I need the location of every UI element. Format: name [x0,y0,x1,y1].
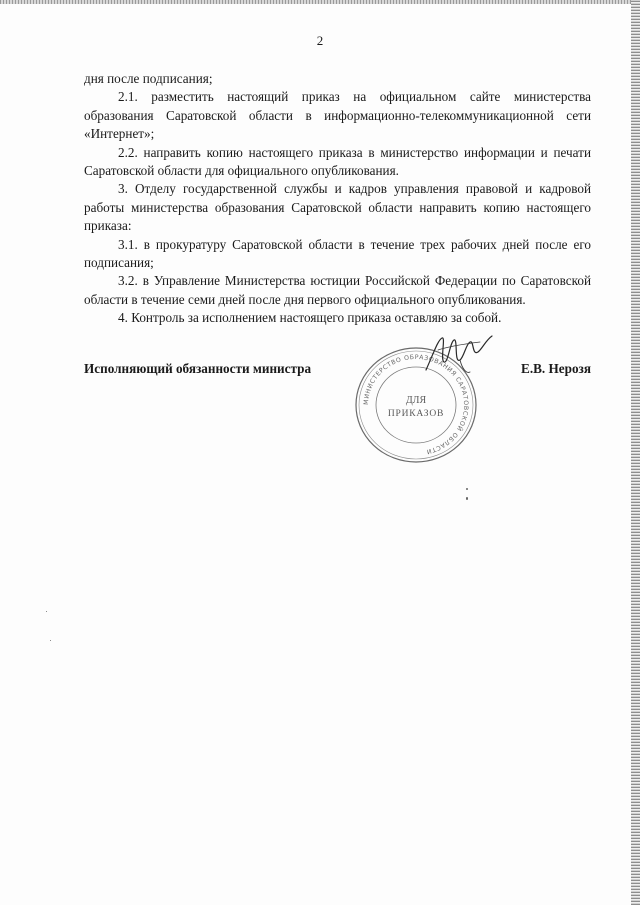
paragraph-continuation: дня после подписания; [84,71,213,86]
document-body [84,70,591,328]
paragraph-3: 3. Отделу государственной службы и кадров управления правовой и кадровой работы министерства образования Саратовской области направить копию настоящего приказа: [84,181,591,234]
signer-title: Исполняющий обязанности министра [84,361,312,376]
paragraph-4: 4. Контроль за исполнением настоящего приказа оставляю за собой. [118,310,502,326]
paragraph-3-1: 3.1. в прокуратуру Саратовской области в течение трех рабочих дней после его подписания; [84,236,591,271]
seal-center-line-2: ПРИКАЗОВ [387,409,445,419]
seal-ring-text: МИНИСТЕРСТВО ОБРАЗОВАНИЯ САРАТОВСКОЙ ОБЛАСТИ [362,353,470,455]
signer-name: Е.В. Нерозя [521,361,591,376]
scan-speck [50,640,51,641]
scan-speck [466,497,468,500]
scan-speck [466,488,468,490]
scan-edge-top [0,0,640,4]
scan-edge-right [631,0,640,905]
seal-center-line-1: ДЛЯ [405,395,427,406]
scan-speck [46,611,47,612]
handwritten-signature-icon [420,330,500,378]
paragraph-2-2: 2.2. направить копию настоящего приказа в министерство информации и печати Саратовской области для официального опубликования. [84,144,591,179]
paragraph-3-2: 3.2. в Управление Министерства юстиции Российской Федерации по Саратовской области в течение семи дней после дня первого официального опубликования. [84,273,591,307]
page-number: 2 [316,33,324,48]
signature-block [84,361,591,381]
paragraph-2-1: 2.1. разместить настоящий приказ на официальном сайте министерства образования Саратовской области в информационно-телекоммуникационной сети «Интернет»; [84,89,591,142]
